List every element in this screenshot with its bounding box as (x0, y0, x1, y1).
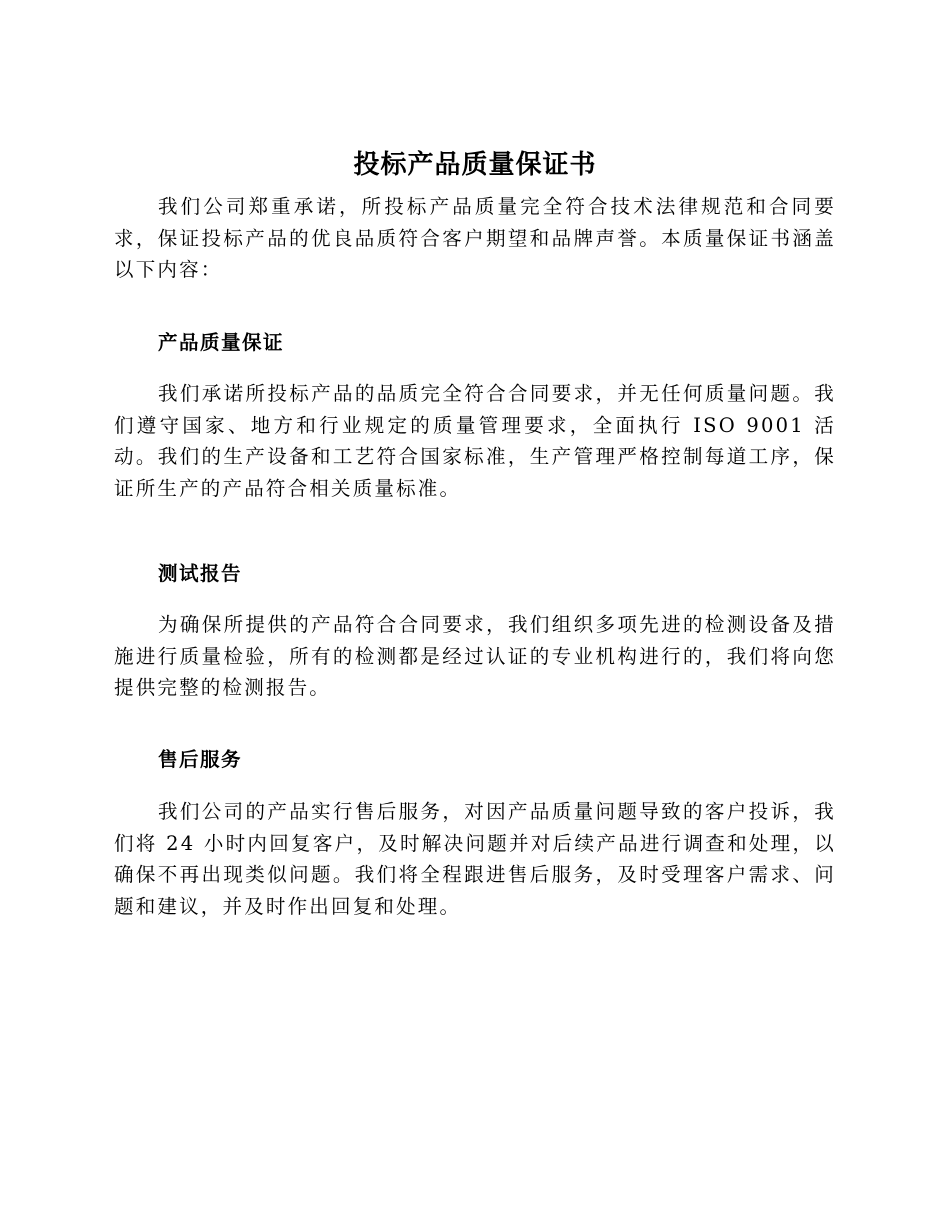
section-body-testing: 为确保所提供的产品符合合同要求，我们组织多项先进的检测设备及措施进行质量检验，所有的检测都是经过认证的专业机构进行的，我们将向您提供完整的检测报告。 (114, 613, 836, 699)
document-title: 投标产品质量保证书 (353, 150, 597, 180)
section-heading-quality: 产品质量保证 (158, 331, 285, 354)
section-body-after-sales: 我们公司的产品实行售后服务，对因产品质量问题导致的客户投诉，我们将 24 小时内回复客户，及时解决问题并对后续产品进行调查和处理，以确保不再出现类似问题。我们将全程跟进售后服务，及时受理客户需求、问题和建议，并及时作出回复和处理。 (114, 800, 836, 918)
section-heading-testing: 测试报告 (158, 562, 243, 585)
section-heading-after-sales: 售后服务 (158, 748, 243, 771)
intro-paragraph: 我们公司郑重承诺，所投标产品质量完全符合技术法律规范和合同要求，保证投标产品的优良品质符合客户期望和品牌声誉。本质量保证书涵盖以下内容： (114, 195, 836, 281)
section-body-quality: 我们承诺所投标产品的品质完全符合合同要求，并无任何质量问题。我们遵守国家、地方和行业规定的质量管理要求，全面执行 ISO 9001 活动。我们的生产设备和工艺符合国家标准，生产管理严格控制每道工序，保证所生产的产品符合相关质量标准。 (114, 382, 836, 500)
